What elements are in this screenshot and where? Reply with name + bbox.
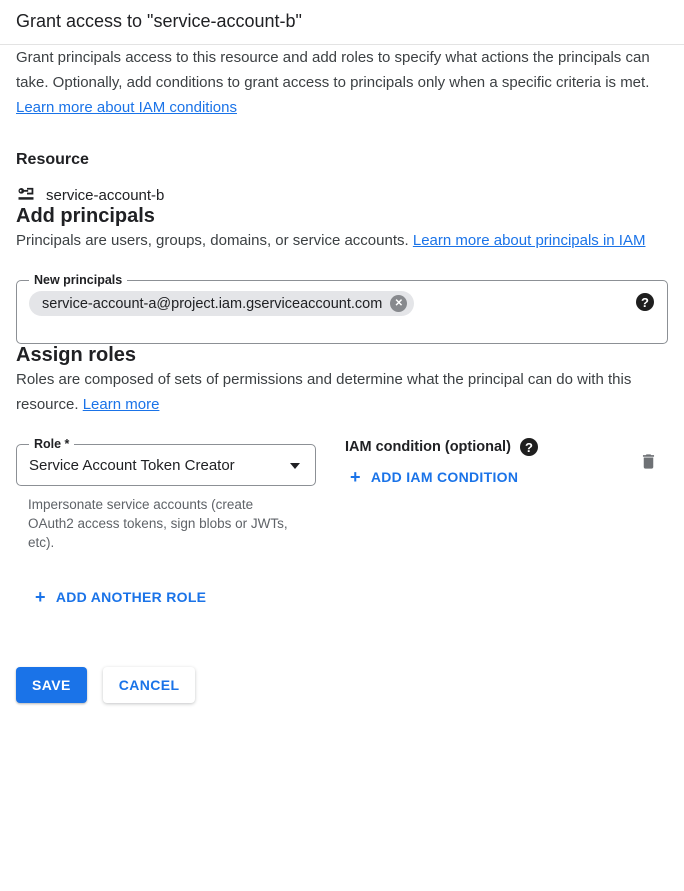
plus-icon: + — [350, 467, 361, 487]
iam-condition-column — [345, 438, 639, 488]
roles-text: Roles are composed of sets of permissions and determine what the principal can do with this resource. — [16, 371, 632, 413]
role-row — [16, 437, 668, 552]
principal-chip — [29, 291, 414, 316]
intro-paragraph — [16, 45, 668, 120]
add-another-role-button[interactable] — [35, 588, 206, 606]
iam-condition-help-icon[interactable]: ? — [520, 438, 538, 456]
dialog-body — [0, 45, 684, 703]
new-principals-field[interactable] — [16, 273, 668, 344]
trash-icon — [639, 452, 658, 471]
principals-text: Principals are users, groups, domains, or service accounts. — [16, 232, 409, 249]
service-account-icon — [16, 185, 36, 205]
chip-remove-icon[interactable]: ✕ — [390, 295, 407, 312]
principals-learn-more-link[interactable]: Learn more about principals in IAM — [412, 232, 646, 249]
resource-name: service-account-b — [46, 186, 165, 204]
dialog-header — [0, 0, 684, 45]
principals-help-icon[interactable]: ? — [636, 293, 654, 311]
resource-row — [16, 185, 668, 205]
add-iam-condition-label: ADD IAM CONDITION — [370, 469, 519, 485]
role-column — [16, 437, 316, 552]
role-field-label: Role * — [29, 436, 74, 453]
dropdown-arrow-icon — [290, 463, 300, 469]
plus-icon: + — [35, 587, 46, 607]
add-another-role-label: ADD ANOTHER ROLE — [55, 589, 207, 605]
roles-description — [16, 367, 668, 417]
dialog-title: Grant access to "service-account-b" — [16, 11, 302, 31]
save-button[interactable]: SAVE — [16, 667, 87, 703]
intro-text: Grant principals access to this resource and add roles to specify what actions the principals can take. Optionally, add conditions to grant access to principals only when a specific criteria is met. — [16, 49, 650, 91]
principals-description — [16, 228, 668, 253]
iam-conditions-link[interactable]: Learn more about IAM conditions — [16, 99, 237, 116]
role-help-text: Impersonate service accounts (create OAuth2 access tokens, sign blobs or JWTs, etc). — [28, 497, 288, 550]
assign-roles-heading: Assign roles — [16, 344, 137, 366]
dialog-footer — [16, 667, 668, 703]
add-iam-condition-button[interactable] — [345, 468, 518, 486]
roles-learn-more-link[interactable]: Learn more — [82, 396, 160, 413]
new-principals-label: New principals — [29, 272, 127, 289]
cancel-button[interactable]: CANCEL — [103, 667, 196, 703]
iam-condition-label: IAM condition (optional) — [345, 439, 511, 455]
delete-role-button[interactable] — [639, 452, 658, 471]
role-selected-value: Service Account Token Creator — [29, 456, 235, 474]
iam-condition-header — [345, 438, 639, 456]
add-principals-heading: Add principals — [16, 205, 155, 227]
role-select[interactable] — [16, 437, 316, 486]
resource-heading: Resource — [16, 151, 89, 168]
principal-chip-value: service-account-a@project.iam.gserviceaccount.com — [42, 295, 383, 312]
